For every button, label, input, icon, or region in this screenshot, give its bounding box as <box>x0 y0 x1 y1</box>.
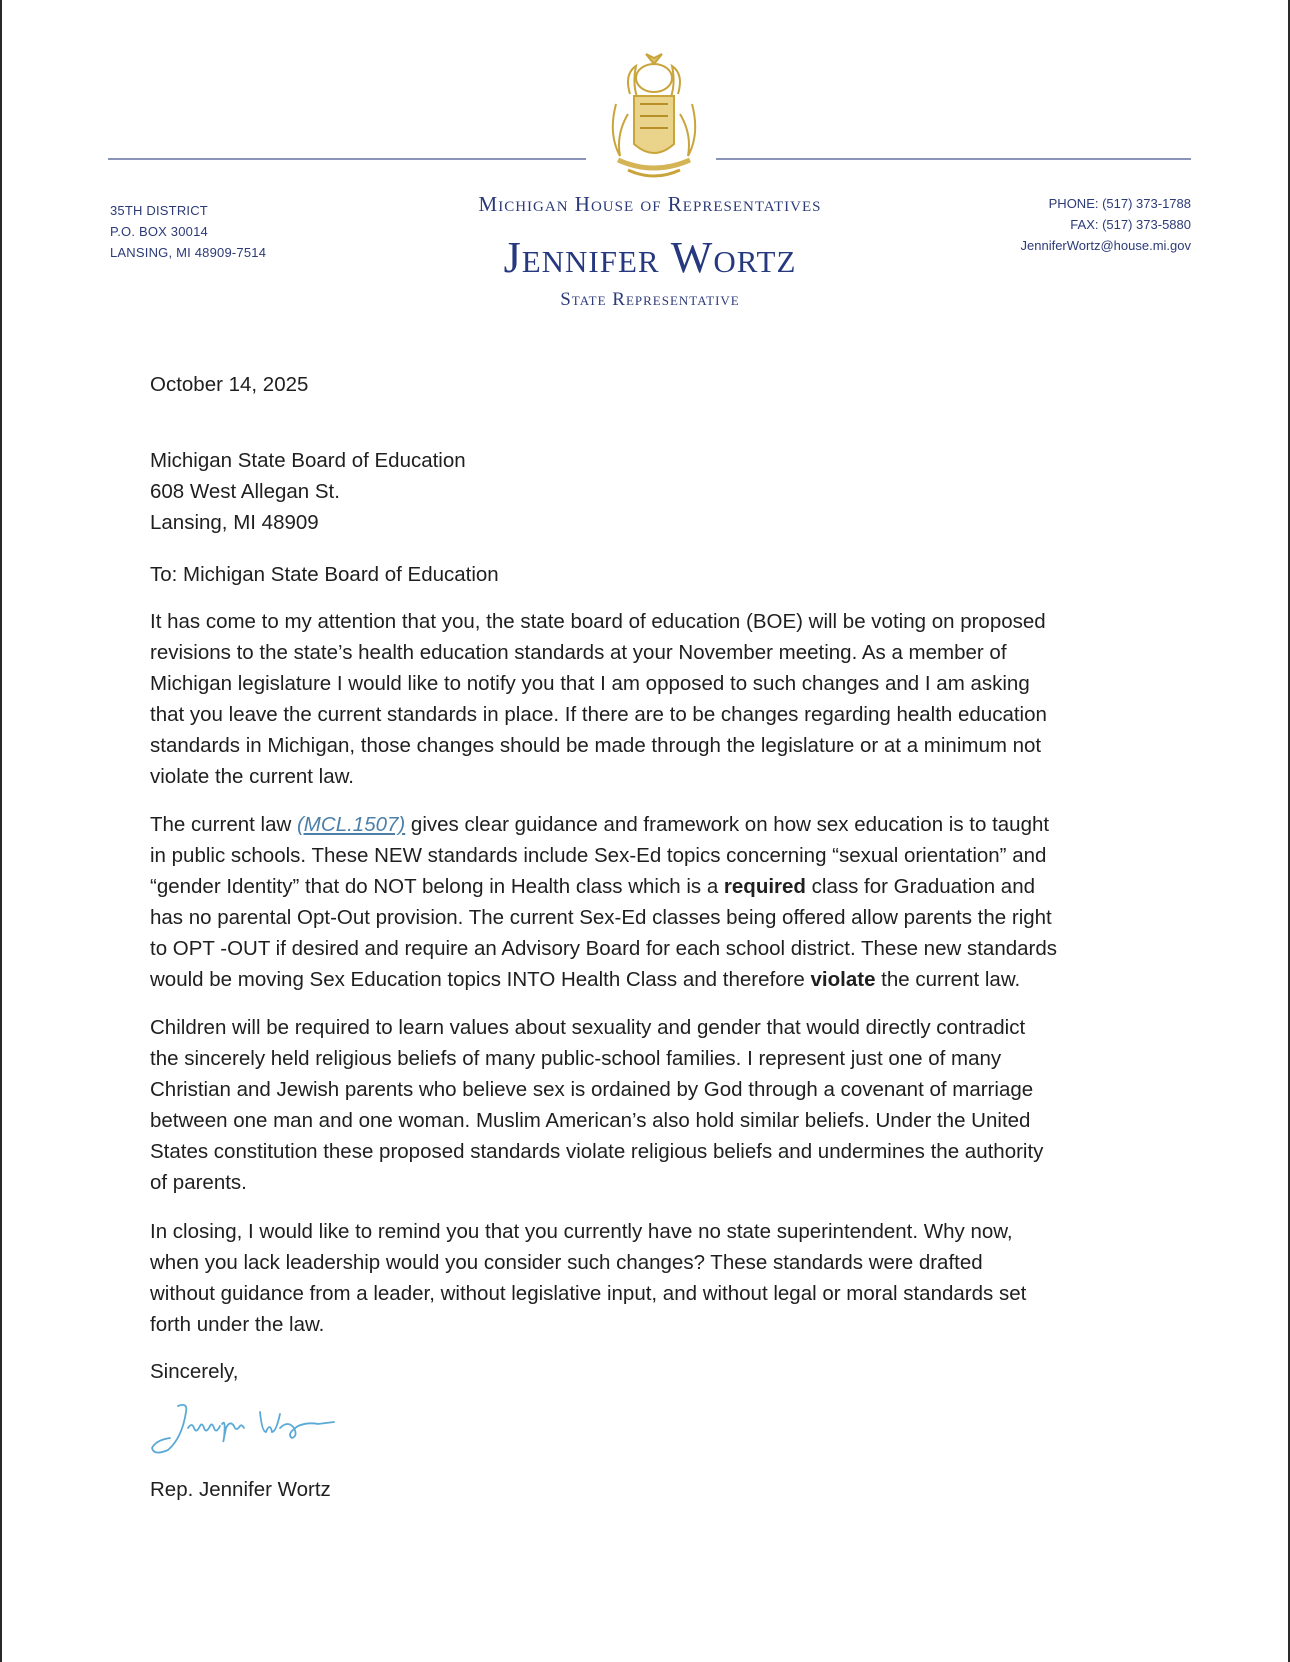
text-line <box>150 964 1160 995</box>
text-fragment: class for Graduation and <box>805 875 1035 898</box>
paragraph-closing <box>150 1216 1160 1340</box>
text-line: between one man and one woman. Muslim American’s also hold similar beliefs. Under the United <box>150 1109 1031 1132</box>
district-label: 35TH DISTRICT <box>110 203 208 218</box>
text-line: to OPT -OUT if desired and require an Advisory Board for each school district. These new standards <box>150 937 1058 960</box>
letterhead-rule-right <box>716 158 1191 160</box>
text-line: the sincerely held religious beliefs of many public-school families. I represent just one of many <box>150 1047 1002 1070</box>
handwritten-signature-icon <box>148 1398 338 1458</box>
michigan-seal-icon <box>594 44 714 184</box>
recipient-line: Michigan State Board of Education <box>150 449 466 472</box>
mcl-1507-link[interactable]: (MCL.1507) <box>296 813 406 836</box>
fax-number: FAX: (517) 373-5880 <box>1070 217 1191 232</box>
text-fragment: “gender Identity” that do NOT belong in Health class which is a <box>150 875 724 898</box>
recipient-address <box>150 445 1160 538</box>
email-address[interactable]: JenniferWortz@house.mi.gov <box>1020 238 1191 253</box>
text-line <box>150 871 1160 902</box>
recipient-line: Lansing, MI 48909 <box>150 511 319 534</box>
text-line: forth under the law. <box>150 1313 325 1336</box>
text-line: Michigan legislature I would like to notify you that I am opposed to such changes and I am asking <box>150 672 1030 695</box>
phone-number: PHONE: (517) 373-1788 <box>1048 196 1191 211</box>
text-line: when you lack leadership would you consider such changes? These standards were drafted <box>150 1251 983 1274</box>
recipient-line: 608 West Allegan St. <box>150 480 340 503</box>
representative-name: Jennifer Wortz <box>503 233 797 282</box>
text-line: standards in Michigan, those changes should be made through the legislature or at a minimum not <box>150 734 1042 757</box>
representative-title: State Representative <box>560 289 740 310</box>
text-line: Children will be required to learn values about sexuality and gender that would directly contradict <box>150 1016 1026 1039</box>
emphasis-required: required <box>723 875 806 898</box>
text-fragment: the current law. <box>875 968 1021 991</box>
text-line: in public schools. These NEW standards include Sex-Ed topics concerning “sexual orientation” and <box>150 844 1047 867</box>
paragraph-opposition <box>150 606 1160 792</box>
paragraph-religious-beliefs <box>150 1012 1160 1198</box>
letter-date: October 14, 2025 <box>150 373 309 396</box>
text-line <box>150 809 1160 840</box>
emphasis-violate: violate <box>810 968 876 991</box>
text-line: of parents. <box>150 1171 247 1194</box>
text-line: Christian and Jewish parents who believe sex is ordained by God through a covenant of marriage <box>150 1078 1034 1101</box>
city-state-zip: LANSING, MI 48909-7514 <box>110 245 267 260</box>
text-fragment: would be moving Sex Education topics INTO Health Class and therefore <box>150 968 811 991</box>
text-line: States constitution these proposed standards violate religious beliefs and undermines the authority <box>150 1140 1044 1163</box>
text-fragment: The current law <box>150 813 297 836</box>
text-line: revisions to the state’s health education standards at your November meeting. As a member of <box>150 641 1007 664</box>
salutation: To: Michigan State Board of Education <box>150 563 499 586</box>
po-box: P.O. BOX 30014 <box>110 224 208 239</box>
paragraph-current-law <box>150 809 1160 995</box>
text-line: that you leave the current standards in place. If there are to be changes regarding health education <box>150 703 1047 726</box>
text-fragment: gives clear guidance and framework on how sex education is to taught <box>405 813 1050 836</box>
text-line: It has come to my attention that you, the state board of education (BOE) will be voting on proposed <box>150 610 1046 633</box>
text-line: violate the current law. <box>150 765 354 788</box>
text-line: In closing, I would like to remind you that you currently have no state superintendent. Why now, <box>150 1220 1013 1243</box>
complimentary-close: Sincerely, <box>150 1360 239 1383</box>
contact-info <box>1021 193 1191 256</box>
letterhead-rule-left <box>108 158 586 160</box>
text-line: without guidance from a leader, without legislative input, and without legal or moral standards set <box>150 1282 1027 1305</box>
signer-name: Rep. Jennifer Wortz <box>150 1478 331 1501</box>
house-name: Michigan House of Representatives <box>478 192 822 216</box>
text-line: has no parental Opt-Out provision. The current Sex-Ed classes being offered allow parents the right <box>150 906 1052 929</box>
